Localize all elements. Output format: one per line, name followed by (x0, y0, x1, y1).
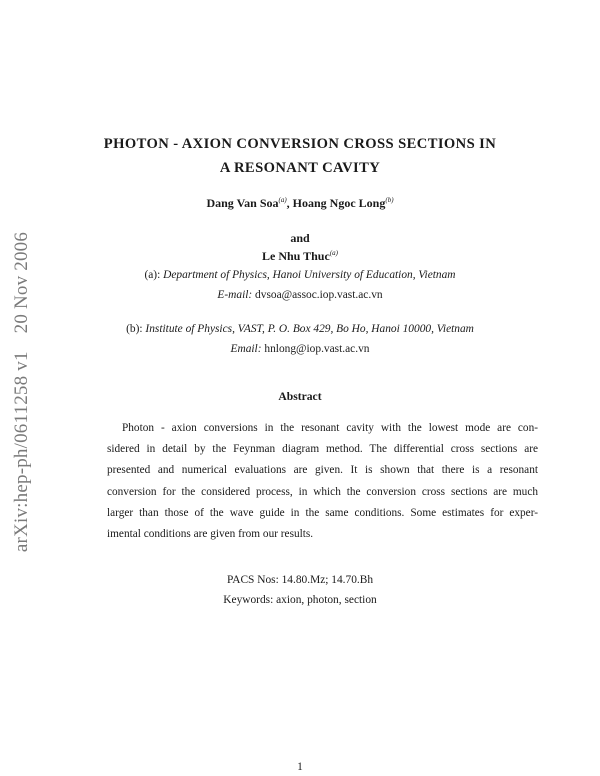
abstract-line: imental conditions are given from our results. (107, 528, 314, 541)
author-3-line (0, 249, 600, 264)
arxiv-date: 20 Nov 2006 (11, 231, 32, 334)
author-conjunction: and (290, 231, 310, 245)
author-3-mark: (a) (329, 249, 338, 257)
abstract-line: larger than those of the wave guide in the same conditions. Some estimates for exper- (107, 506, 538, 519)
affiliation-b-text: Institute of Physics, VAST, P. O. Box 429, Bo Ho, Hanoi 10000, Vietnam (145, 323, 474, 335)
author-line (0, 196, 600, 211)
abstract-line: conversion for the considered process, in which the conversion cross sections are much (107, 485, 538, 498)
affiliation-a-email-label: E-mail: (217, 289, 253, 301)
author-1-name: Dang Van Soa (206, 196, 279, 210)
abstract-line: sidered in detail by the Feynman diagram method. The differential cross sections are (107, 443, 538, 456)
keywords: Keywords: axion, photon, section (223, 594, 377, 606)
abstract-line: presented and numerical evaluations are given. It is shown that there is a resonant (107, 464, 538, 477)
paper-title-line-2: A RESONANT CAVITY (219, 160, 381, 176)
affiliation-a-text: Department of Physics, Hanoi University of Education, Vietnam (163, 269, 456, 281)
author-2-mark: (b) (385, 196, 394, 204)
abstract-line: Photon - axion conversions in the resonant cavity with the lowest mode are con- (122, 422, 538, 434)
abstract-heading: Abstract (278, 390, 322, 403)
affiliation-b-label: (b): (126, 323, 143, 335)
affiliation-b (0, 323, 600, 335)
author-2-name: Hoang Ngoc Long (292, 196, 386, 210)
abstract-body (107, 418, 538, 545)
affiliation-b-email (0, 343, 600, 355)
affiliation-a-email (0, 289, 600, 301)
pacs-numbers: PACS Nos: 14.80.Mz; 14.70.Bh (226, 574, 374, 586)
paper-title-line-1: PHOTON - AXION CONVERSION CROSS SECTIONS IN (103, 136, 497, 152)
affiliation-a-label: (a): (144, 269, 161, 281)
affiliation-b-email-address: hnlong@iop.vast.ac.vn (264, 343, 370, 355)
author-3-name: Le Nhu Thuc (262, 249, 330, 263)
affiliation-a (0, 269, 600, 281)
page-number: 1 (297, 761, 303, 773)
affiliation-b-email-label: Email: (230, 343, 262, 355)
paper-title (0, 132, 600, 180)
author-1-mark: (a) (278, 196, 287, 204)
affiliation-a-email-address: dvsoa@assoc.iop.vast.ac.vn (255, 289, 383, 301)
author-separator: , (286, 196, 293, 210)
arxiv-identifier: arXiv:hep-ph/0611258 v1 (11, 351, 32, 553)
